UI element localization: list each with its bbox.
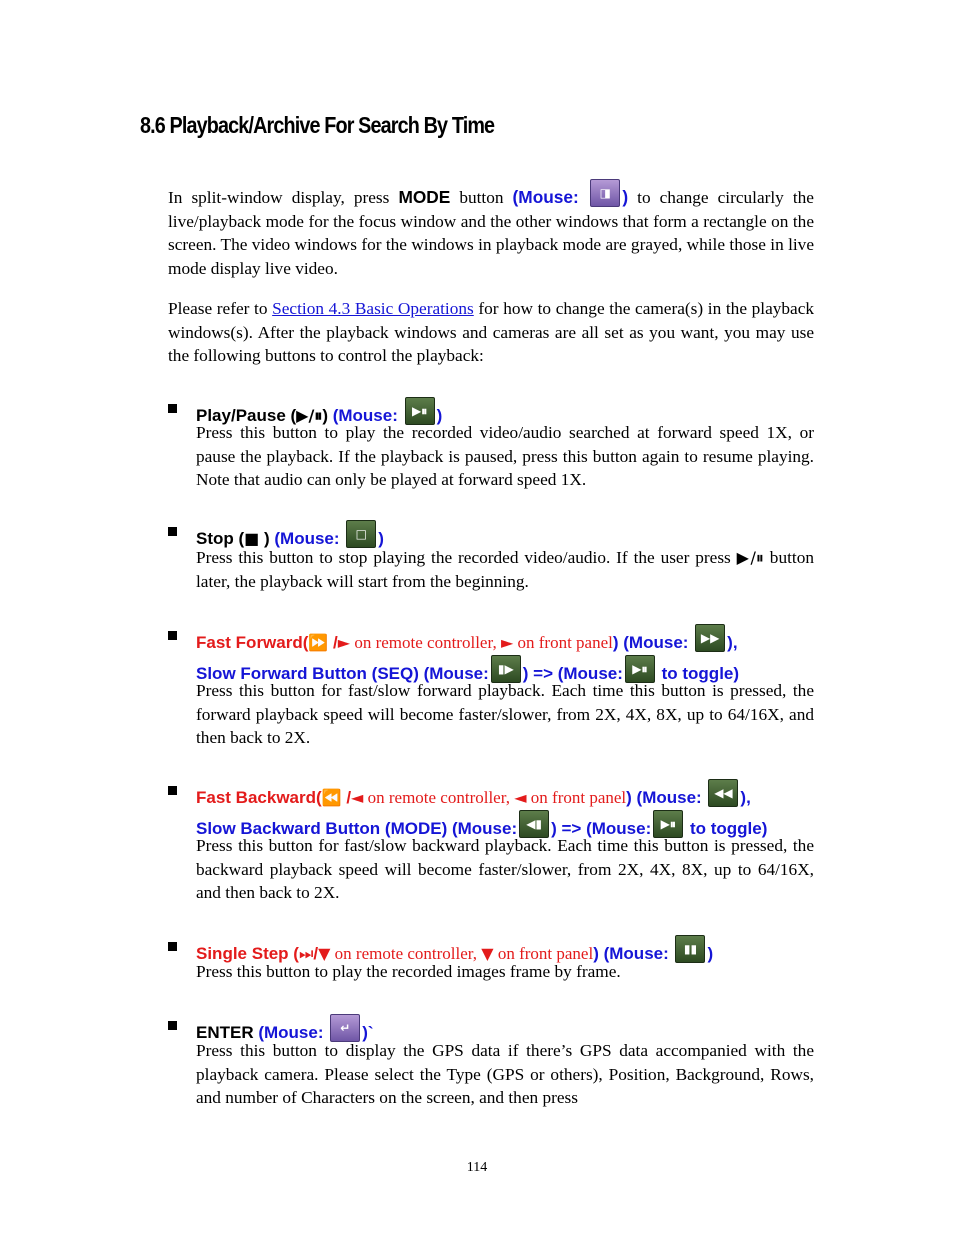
section-link[interactable]: Section 4.3 Basic Operations xyxy=(272,299,474,318)
slow-backward-mouse-icon: ◀▮ xyxy=(519,810,549,838)
stop-description: Press this button to stop playing the recorded video/audio. If the user press ▶/⏸ button later, the playback will start from the beginning. xyxy=(196,548,814,591)
ff-mouse-icon: ▶▶ xyxy=(695,624,725,652)
right-arrow-icon: ► xyxy=(337,633,351,652)
left-arrow-icon: ◄ xyxy=(351,788,364,807)
bullet-icon xyxy=(168,631,177,640)
enter-description: Press this button to display the GPS data if there’s GPS data accompanied with the playback camera. Please select the Type (GPS or others), Position, Background, Rows, and number of Characters on the screen, and then press xyxy=(196,1041,814,1107)
bullet-icon xyxy=(168,1021,177,1030)
fast-backward-icon: ⏪ xyxy=(321,788,342,807)
single-step-heading: Single Step (⏭/▼ on remote controller, ▼ on front panel) (Mouse: ▮▮ ) xyxy=(196,935,713,964)
right-arrow-icon: ► xyxy=(500,633,514,652)
toggle-mouse-icon: ▶⏸ xyxy=(625,655,655,683)
stop-icon: ■ xyxy=(244,529,260,548)
play-pause-icon: ▶/⏸ xyxy=(736,548,764,567)
stop-heading: Stop (■ ) (Mouse: □ ) xyxy=(196,520,384,549)
bullet-icon xyxy=(168,404,177,413)
intro-paragraph-1: In split-window display, press MODE button (Mouse: ◨ ) to change circularly the live/playback mode for the focus window and the other windows that form a rectangle on the screen. The video windows for the windows in playback mode are grayed, while those in live mode display live video. xyxy=(168,179,814,280)
slow-forward-heading: Slow Forward Button (SEQ) (Mouse: ▮▶ ) => (Mouse: ▶⏸ to toggle) xyxy=(196,655,739,684)
enter-heading: ENTER (Mouse: ↵ )` xyxy=(196,1014,374,1043)
fast-backward-description: Press this button for fast/slow backward playback. Each time this button is pressed, the backward playback speed will become faster/slower, from 2X, 4X, 8X, up to 64/16X, and then back to 2X. xyxy=(196,836,814,902)
fast-forward-description: Press this button for fast/slow forward playback. Each time this button is pressed, the forward playback speed will become faster/slower, from 2X, 4X, 8X, up to 64/16X, and then back to 2X. xyxy=(196,681,814,747)
step-mouse-icon: ▮▮ xyxy=(675,935,705,963)
stop-mouse-icon: □ xyxy=(346,520,376,548)
play-mouse-icon: ▶⏸ xyxy=(405,397,435,425)
intro-paragraph-2: Please refer to Section 4.3 Basic Operations for how to change the camera(s) in the playback windows(s). After the playback windows and cameras are all set as you want, you may use the following buttons to control the playback: xyxy=(168,299,815,365)
single-step-description: Press this button to play the recorded images frame by frame. xyxy=(196,962,621,981)
single-step-icon: ⏭ xyxy=(298,944,314,963)
play-pause-description: Press this button to play the recorded video/audio searched at forward speed 1X, or pause the playback. If the playback is paused, press this button again to resume playing. Note that audio can only be played at forward speed 1X. xyxy=(196,423,814,489)
down-arrow-icon: ▼ xyxy=(481,944,494,963)
mode-key-label: MODE xyxy=(398,187,451,207)
fast-forward-heading: Fast Forward(⏩ /► on remote controller, ► on front panel) (Mouse: ▶▶ ), xyxy=(196,624,738,653)
play-pause-heading: Play/Pause (▶/⏸) (Mouse: ▶⏸ ) xyxy=(196,397,442,426)
page-number: 114 xyxy=(466,1160,488,1175)
mode-mouse-icon: ◨ xyxy=(590,179,620,207)
toggle-mouse-icon: ▶⏸ xyxy=(653,810,683,838)
fb-mouse-icon: ◀◀ xyxy=(708,779,738,807)
fast-forward-icon: ⏩ xyxy=(308,633,329,652)
enter-mouse-icon: ↵ xyxy=(330,1014,360,1042)
slow-backward-heading: Slow Backward Button (MODE) (Mouse: ◀▮ ) => (Mouse: ▶⏸ to toggle) xyxy=(196,810,767,839)
left-arrow-icon: ◄ xyxy=(514,788,527,807)
bullet-icon xyxy=(168,786,177,795)
bullet-icon xyxy=(168,942,177,951)
fast-backward-heading: Fast Backward(⏪ /◄ on remote controller, ◄ on front panel) (Mouse: ◀◀ ), xyxy=(196,779,751,808)
play-pause-icon: ▶/⏸ xyxy=(296,406,323,425)
page-title: 8.6 Playback/Archive For Search By Time xyxy=(140,112,495,138)
down-arrow-icon: ▼ xyxy=(318,944,331,963)
slow-forward-mouse-icon: ▮▶ xyxy=(491,655,521,683)
bullet-icon xyxy=(168,527,177,536)
